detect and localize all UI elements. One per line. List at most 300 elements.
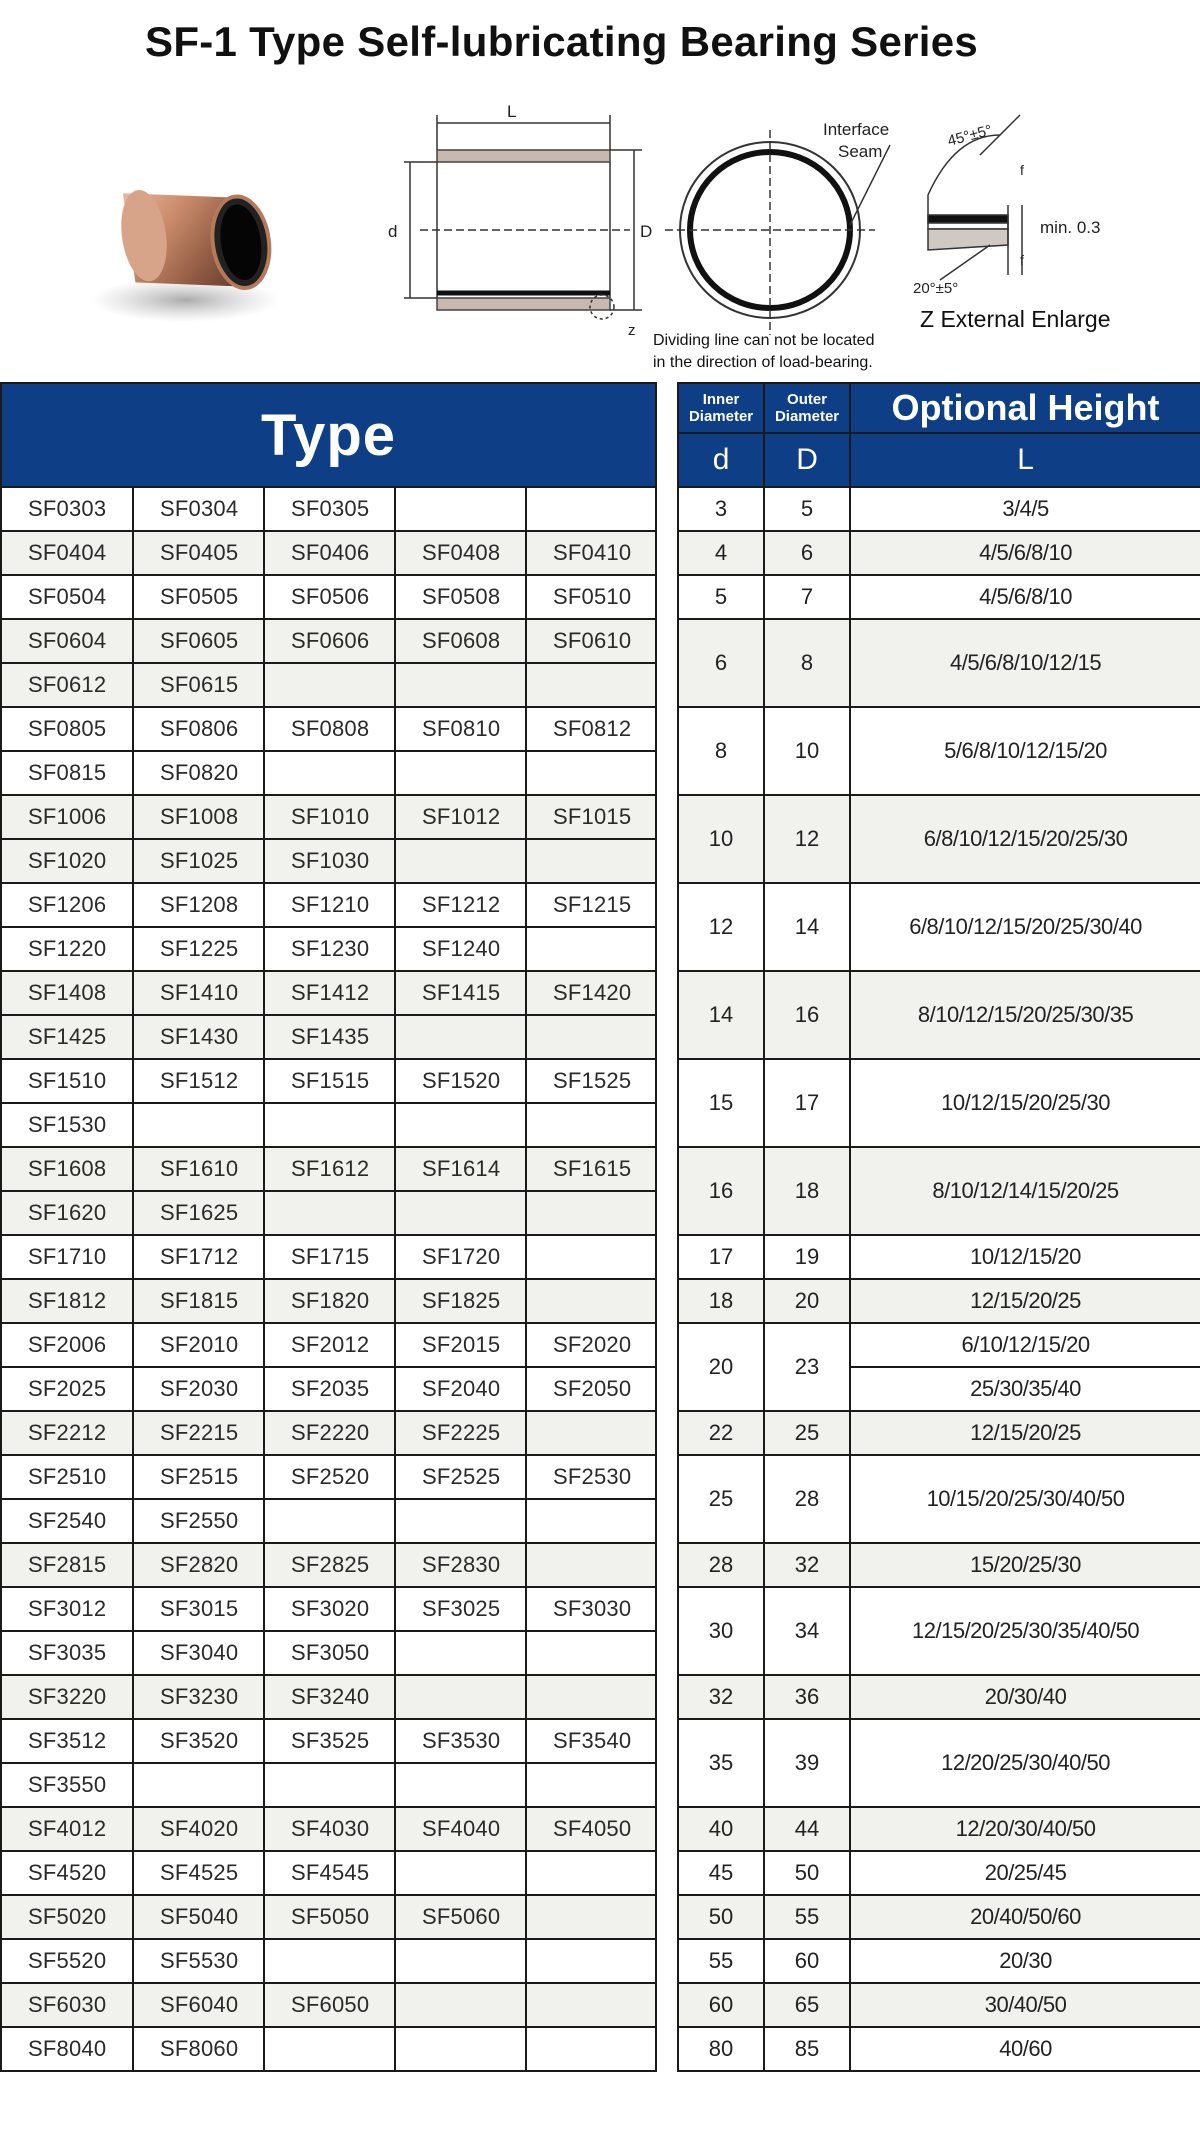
type-cell: SF2530 xyxy=(526,1455,656,1499)
type-cell: SF3240 xyxy=(264,1675,395,1719)
inner-diameter-header: Inner Diameter xyxy=(678,383,764,433)
outer-diameter-cell: 14 xyxy=(764,883,850,971)
type-cell: SF0303 xyxy=(1,487,133,531)
height-cell: 6/10/12/15/20 xyxy=(850,1323,1200,1367)
height-cell: 12/15/20/25 xyxy=(850,1411,1200,1455)
table-row xyxy=(1,1719,1200,1763)
outer-diameter-cell: 44 xyxy=(764,1807,850,1851)
dividing-note-1: Dividing line can not be located xyxy=(653,332,875,349)
type-cell: SF1420 xyxy=(526,971,656,1015)
type-cell: SF0404 xyxy=(1,531,133,575)
outer-diameter-cell: 85 xyxy=(764,2027,850,2071)
type-cell: SF2515 xyxy=(133,1455,264,1499)
type-cell xyxy=(395,1851,526,1895)
type-cell: SF1720 xyxy=(395,1235,526,1279)
type-cell: SF2225 xyxy=(395,1411,526,1455)
type-cell xyxy=(395,2027,526,2071)
column-gap xyxy=(656,1499,678,1543)
type-cell xyxy=(526,1279,656,1323)
type-header: Type xyxy=(1,383,656,487)
height-cell: 8/10/12/14/15/20/25 xyxy=(850,1147,1200,1235)
type-cell: SF1820 xyxy=(264,1279,395,1323)
type-cell xyxy=(526,751,656,795)
type-cell: SF2020 xyxy=(526,1323,656,1367)
spec-table-container xyxy=(0,382,1200,2134)
height-cell: 20/30/40 xyxy=(850,1675,1200,1719)
outer-diameter-cell: 34 xyxy=(764,1587,850,1675)
type-cell: SF2825 xyxy=(264,1543,395,1587)
outer-diameter-cell: 19 xyxy=(764,1235,850,1279)
height-cell: 4/5/6/8/10 xyxy=(850,531,1200,575)
height-cell: 6/8/10/12/15/20/25/30 xyxy=(850,795,1200,883)
type-cell: SF1020 xyxy=(1,839,133,883)
type-cell: SF0606 xyxy=(264,619,395,663)
type-cell: SF1520 xyxy=(395,1059,526,1103)
type-cell: SF1512 xyxy=(133,1059,264,1103)
page-title: SF-1 Type Self-lubricating Bearing Series xyxy=(145,18,979,65)
outer-diameter-cell: 39 xyxy=(764,1719,850,1807)
type-cell: SF1612 xyxy=(264,1147,395,1191)
column-gap xyxy=(656,1191,678,1235)
type-cell: SF1030 xyxy=(264,839,395,883)
type-cell xyxy=(526,1103,656,1147)
type-cell xyxy=(526,487,656,531)
inner-diameter-cell: 32 xyxy=(678,1675,764,1719)
inner-diameter-cell: 17 xyxy=(678,1235,764,1279)
type-cell xyxy=(526,839,656,883)
type-cell: SF1712 xyxy=(133,1235,264,1279)
type-cell xyxy=(395,1015,526,1059)
type-cell: SF2815 xyxy=(1,1543,133,1587)
height-cell: 12/20/30/40/50 xyxy=(850,1807,1200,1851)
type-cell: SF2035 xyxy=(264,1367,395,1411)
table-row xyxy=(1,575,1200,619)
height-cell: 20/25/45 xyxy=(850,1851,1200,1895)
type-cell: SF4040 xyxy=(395,1807,526,1851)
inner-diameter-cell: 35 xyxy=(678,1719,764,1807)
type-cell: SF1515 xyxy=(264,1059,395,1103)
height-cell: 12/20/25/30/40/50 xyxy=(850,1719,1200,1807)
column-gap xyxy=(656,1235,678,1279)
type-cell: SF1210 xyxy=(264,883,395,927)
type-cell: SF1008 xyxy=(133,795,264,839)
height-cell: 20/40/50/60 xyxy=(850,1895,1200,1939)
table-row xyxy=(1,883,1200,927)
table-row xyxy=(1,795,1200,839)
table-row xyxy=(1,1983,1200,2027)
type-cell: SF1410 xyxy=(133,971,264,1015)
outer-diameter-cell: 23 xyxy=(764,1323,850,1411)
column-gap xyxy=(656,487,678,531)
inner-diameter-cell: 16 xyxy=(678,1147,764,1235)
type-cell: SF1615 xyxy=(526,1147,656,1191)
type-cell: SF1812 xyxy=(1,1279,133,1323)
type-cell: SF1025 xyxy=(133,839,264,883)
column-gap xyxy=(656,971,678,1015)
outer-diameter-cell: 7 xyxy=(764,575,850,619)
outer-diameter-cell: 36 xyxy=(764,1675,850,1719)
type-cell: SF1208 xyxy=(133,883,264,927)
type-cell: SF2830 xyxy=(395,1543,526,1587)
inner-diameter-cell: 6 xyxy=(678,619,764,707)
type-cell: SF2212 xyxy=(1,1411,133,1455)
type-cell: SF0304 xyxy=(133,487,264,531)
type-cell: SF8040 xyxy=(1,2027,133,2071)
column-gap xyxy=(656,883,678,927)
type-cell: SF1430 xyxy=(133,1015,264,1059)
inner-diameter-cell: 20 xyxy=(678,1323,764,1411)
type-cell xyxy=(526,927,656,971)
header-D: D xyxy=(764,433,850,487)
type-cell: SF2050 xyxy=(526,1367,656,1411)
inner-diameter-cell: 14 xyxy=(678,971,764,1059)
type-cell: SF1415 xyxy=(395,971,526,1015)
type-cell: SF3525 xyxy=(264,1719,395,1763)
type-cell: SF2215 xyxy=(133,1411,264,1455)
type-cell: SF1225 xyxy=(133,927,264,971)
type-cell: SF0806 xyxy=(133,707,264,751)
type-cell: SF0408 xyxy=(395,531,526,575)
type-cell: SF0406 xyxy=(264,531,395,575)
type-cell: SF3512 xyxy=(1,1719,133,1763)
outer-diameter-cell: 12 xyxy=(764,795,850,883)
type-cell xyxy=(526,2027,656,2071)
table-row xyxy=(1,487,1200,531)
column-gap xyxy=(656,751,678,795)
table-row xyxy=(1,1851,1200,1895)
type-cell: SF0815 xyxy=(1,751,133,795)
type-cell: SF1010 xyxy=(264,795,395,839)
type-cell: SF2220 xyxy=(264,1411,395,1455)
type-cell: SF3530 xyxy=(395,1719,526,1763)
type-cell: SF0808 xyxy=(264,707,395,751)
type-cell xyxy=(526,663,656,707)
type-cell: SF1525 xyxy=(526,1059,656,1103)
type-cell xyxy=(526,1851,656,1895)
height-cell: 3/4/5 xyxy=(850,487,1200,531)
type-cell xyxy=(264,1939,395,1983)
table-row xyxy=(1,1323,1200,1367)
type-cell: SF1435 xyxy=(264,1015,395,1059)
table-row xyxy=(1,2027,1200,2071)
inner-diameter-cell: 25 xyxy=(678,1455,764,1543)
column-gap xyxy=(656,1939,678,1983)
type-cell: SF1015 xyxy=(526,795,656,839)
type-cell: SF5520 xyxy=(1,1939,133,1983)
type-cell: SF1012 xyxy=(395,795,526,839)
inner-diameter-cell: 50 xyxy=(678,1895,764,1939)
type-cell: SF2820 xyxy=(133,1543,264,1587)
type-cell: SF5530 xyxy=(133,1939,264,1983)
height-cell: 25/30/35/40 xyxy=(850,1367,1200,1411)
column-gap xyxy=(656,1367,678,1411)
type-cell xyxy=(395,1763,526,1807)
table-row xyxy=(1,619,1200,663)
column-gap xyxy=(656,1279,678,1323)
type-cell: SF3220 xyxy=(1,1675,133,1719)
column-gap xyxy=(656,1631,678,1675)
column-gap xyxy=(656,531,678,575)
type-cell: SF3230 xyxy=(133,1675,264,1719)
type-cell: SF1620 xyxy=(1,1191,133,1235)
type-cell: SF4020 xyxy=(133,1807,264,1851)
type-cell: SF0812 xyxy=(526,707,656,751)
type-cell xyxy=(526,1675,656,1719)
type-cell xyxy=(395,1675,526,1719)
outer-diameter-header: Outer Diameter xyxy=(764,383,850,433)
type-cell: SF4030 xyxy=(264,1807,395,1851)
type-cell: SF0508 xyxy=(395,575,526,619)
type-cell xyxy=(526,1983,656,2027)
height-cell: 40/60 xyxy=(850,2027,1200,2071)
type-cell xyxy=(264,1499,395,1543)
type-cell: SF8060 xyxy=(133,2027,264,2071)
type-cell xyxy=(264,1103,395,1147)
outer-diameter-cell: 17 xyxy=(764,1059,850,1147)
label-D: D xyxy=(640,222,653,241)
inner-diameter-cell: 45 xyxy=(678,1851,764,1895)
type-cell xyxy=(395,751,526,795)
column-gap xyxy=(656,1719,678,1763)
table-row xyxy=(1,1147,1200,1191)
type-cell xyxy=(526,1191,656,1235)
type-cell: SF3030 xyxy=(526,1587,656,1631)
inner-diameter-cell: 40 xyxy=(678,1807,764,1851)
type-cell: SF5040 xyxy=(133,1895,264,1939)
height-cell: 6/8/10/12/15/20/25/30/40 xyxy=(850,883,1200,971)
type-cell: SF1212 xyxy=(395,883,526,927)
type-cell xyxy=(395,1939,526,1983)
type-cell: SF0615 xyxy=(133,663,264,707)
inner-diameter-cell: 60 xyxy=(678,1983,764,2027)
type-cell: SF4545 xyxy=(264,1851,395,1895)
inner-diameter-cell: 4 xyxy=(678,531,764,575)
type-cell: SF1608 xyxy=(1,1147,133,1191)
type-cell: SF1230 xyxy=(264,927,395,971)
column-gap xyxy=(656,1015,678,1059)
label-L: L xyxy=(507,102,517,121)
outer-diameter-cell: 10 xyxy=(764,707,850,795)
type-cell xyxy=(133,1103,264,1147)
type-cell: SF0820 xyxy=(133,751,264,795)
type-cell xyxy=(395,1103,526,1147)
column-gap xyxy=(656,663,678,707)
type-cell: SF0510 xyxy=(526,575,656,619)
type-cell: SF3020 xyxy=(264,1587,395,1631)
column-gap xyxy=(656,795,678,839)
outer-diameter-cell: 65 xyxy=(764,1983,850,2027)
inner-diameter-cell: 5 xyxy=(678,575,764,619)
table-row xyxy=(1,531,1200,575)
column-gap xyxy=(656,927,678,971)
table-row xyxy=(1,1675,1200,1719)
table-row xyxy=(1,1455,1200,1499)
table-row xyxy=(1,971,1200,1015)
type-cell xyxy=(526,1015,656,1059)
outer-diameter-cell: 16 xyxy=(764,971,850,1059)
type-cell: SF2025 xyxy=(1,1367,133,1411)
type-cell xyxy=(526,1235,656,1279)
column-gap xyxy=(656,1455,678,1499)
column-gap xyxy=(656,1895,678,1939)
bearing-photo xyxy=(90,160,300,335)
inner-diameter-cell: 55 xyxy=(678,1939,764,1983)
inner-diameter-cell: 80 xyxy=(678,2027,764,2071)
inner-diameter-cell: 3 xyxy=(678,487,764,531)
inner-diameter-cell: 28 xyxy=(678,1543,764,1587)
type-cell: SF6040 xyxy=(133,1983,264,2027)
type-cell: SF2040 xyxy=(395,1367,526,1411)
type-cell xyxy=(526,1411,656,1455)
height-cell: 4/5/6/8/10/12/15 xyxy=(850,619,1200,707)
outer-diameter-cell: 25 xyxy=(764,1411,850,1455)
table-row xyxy=(1,1059,1200,1103)
type-cell: SF0305 xyxy=(264,487,395,531)
type-cell xyxy=(395,1191,526,1235)
height-cell: 20/30 xyxy=(850,1939,1200,1983)
type-cell: SF6030 xyxy=(1,1983,133,2027)
header-d: d xyxy=(678,433,764,487)
table-row xyxy=(1,1543,1200,1587)
height-cell: 15/20/25/30 xyxy=(850,1543,1200,1587)
outer-diameter-cell: 28 xyxy=(764,1455,850,1543)
type-cell: SF1408 xyxy=(1,971,133,1015)
type-cell xyxy=(264,1191,395,1235)
type-cell xyxy=(264,1763,395,1807)
spec-table xyxy=(0,382,1200,2072)
type-cell: SF1715 xyxy=(264,1235,395,1279)
type-cell: SF1614 xyxy=(395,1147,526,1191)
f1-label: f xyxy=(1020,162,1024,178)
column-gap xyxy=(656,1587,678,1631)
column-gap xyxy=(656,1543,678,1587)
type-cell xyxy=(395,839,526,883)
type-cell xyxy=(395,663,526,707)
inner-diameter-cell: 12 xyxy=(678,883,764,971)
type-cell xyxy=(526,1939,656,1983)
outer-diameter-cell: 18 xyxy=(764,1147,850,1235)
enlarge-caption: Z External Enlarge xyxy=(920,306,1111,332)
column-gap xyxy=(656,1675,678,1719)
type-cell: SF1006 xyxy=(1,795,133,839)
type-cell: SF4050 xyxy=(526,1807,656,1851)
seam-label: Seam xyxy=(838,142,883,161)
type-cell: SF1510 xyxy=(1,1059,133,1103)
outer-diameter-cell: 55 xyxy=(764,1895,850,1939)
type-cell: SF3540 xyxy=(526,1719,656,1763)
height-cell: 10/12/15/20/25/30 xyxy=(850,1059,1200,1147)
type-cell xyxy=(395,1499,526,1543)
inner-diameter-cell: 8 xyxy=(678,707,764,795)
outer-diameter-cell: 20 xyxy=(764,1279,850,1323)
height-cell: 30/40/50 xyxy=(850,1983,1200,2027)
column-gap xyxy=(656,1323,678,1367)
label-d: d xyxy=(388,222,398,241)
type-cell: SF1710 xyxy=(1,1235,133,1279)
type-cell: SF6050 xyxy=(264,1983,395,2027)
type-cell xyxy=(395,487,526,531)
type-cell xyxy=(526,1763,656,1807)
inner-diameter-cell: 22 xyxy=(678,1411,764,1455)
angle-bottom-label: 20°±5° xyxy=(913,280,959,297)
table-row xyxy=(1,1807,1200,1851)
type-cell: SF4520 xyxy=(1,1851,133,1895)
table-row xyxy=(1,1895,1200,1939)
type-cell: SF1220 xyxy=(1,927,133,971)
table-row xyxy=(1,1587,1200,1631)
column-gap xyxy=(656,1763,678,1807)
f2-label: f xyxy=(1020,252,1024,268)
outer-diameter-cell: 32 xyxy=(764,1543,850,1587)
outer-diameter-cell: 50 xyxy=(764,1851,850,1895)
column-gap xyxy=(656,707,678,751)
type-cell: SF1825 xyxy=(395,1279,526,1323)
type-cell: SF0505 xyxy=(133,575,264,619)
inner-diameter-cell: 18 xyxy=(678,1279,764,1323)
type-cell: SF1610 xyxy=(133,1147,264,1191)
column-gap xyxy=(656,839,678,883)
type-cell xyxy=(395,1983,526,2027)
type-cell: SF2525 xyxy=(395,1455,526,1499)
type-cell: SF2550 xyxy=(133,1499,264,1543)
label-z: z xyxy=(628,322,636,339)
table-row xyxy=(1,707,1200,751)
type-cell xyxy=(526,1543,656,1587)
type-cell: SF2540 xyxy=(1,1499,133,1543)
outer-diameter-cell: 60 xyxy=(764,1939,850,1983)
inner-diameter-cell: 10 xyxy=(678,795,764,883)
height-cell: 4/5/6/8/10 xyxy=(850,575,1200,619)
type-cell xyxy=(526,1499,656,1543)
type-cell: SF3520 xyxy=(133,1719,264,1763)
type-cell: SF0612 xyxy=(1,663,133,707)
table-row xyxy=(1,1367,1200,1411)
dividing-note-2: in the direction of load-bearing. xyxy=(653,354,873,371)
column-gap xyxy=(656,383,678,487)
column-gap xyxy=(656,575,678,619)
column-gap xyxy=(656,1411,678,1455)
type-cell: SF2520 xyxy=(264,1455,395,1499)
height-cell: 10/15/20/25/30/40/50 xyxy=(850,1455,1200,1543)
type-cell xyxy=(264,751,395,795)
type-cell: SF2030 xyxy=(133,1367,264,1411)
type-cell xyxy=(526,1895,656,1939)
type-cell: SF0405 xyxy=(133,531,264,575)
type-cell: SF0605 xyxy=(133,619,264,663)
type-cell: SF0604 xyxy=(1,619,133,663)
type-cell: SF3550 xyxy=(1,1763,133,1807)
interface-label: Interface xyxy=(823,120,890,139)
column-gap xyxy=(656,2027,678,2071)
inner-diameter-cell: 30 xyxy=(678,1587,764,1675)
type-cell: SF3040 xyxy=(133,1631,264,1675)
table-row xyxy=(1,1939,1200,1983)
height-cell: 5/6/8/10/12/15/20 xyxy=(850,707,1200,795)
type-cell: SF3050 xyxy=(264,1631,395,1675)
type-cell: SF2510 xyxy=(1,1455,133,1499)
outer-diameter-cell: 6 xyxy=(764,531,850,575)
column-gap xyxy=(656,1851,678,1895)
min-label: min. 0.3 xyxy=(1040,218,1101,237)
type-cell: SF1215 xyxy=(526,883,656,927)
type-cell: SF0608 xyxy=(395,619,526,663)
height-cell: 12/15/20/25/30/35/40/50 xyxy=(850,1587,1200,1675)
type-cell: SF1425 xyxy=(1,1015,133,1059)
type-cell: SF1412 xyxy=(264,971,395,1015)
type-cell xyxy=(264,663,395,707)
height-cell: 8/10/12/15/20/25/30/35 xyxy=(850,971,1200,1059)
type-cell: SF0805 xyxy=(1,707,133,751)
